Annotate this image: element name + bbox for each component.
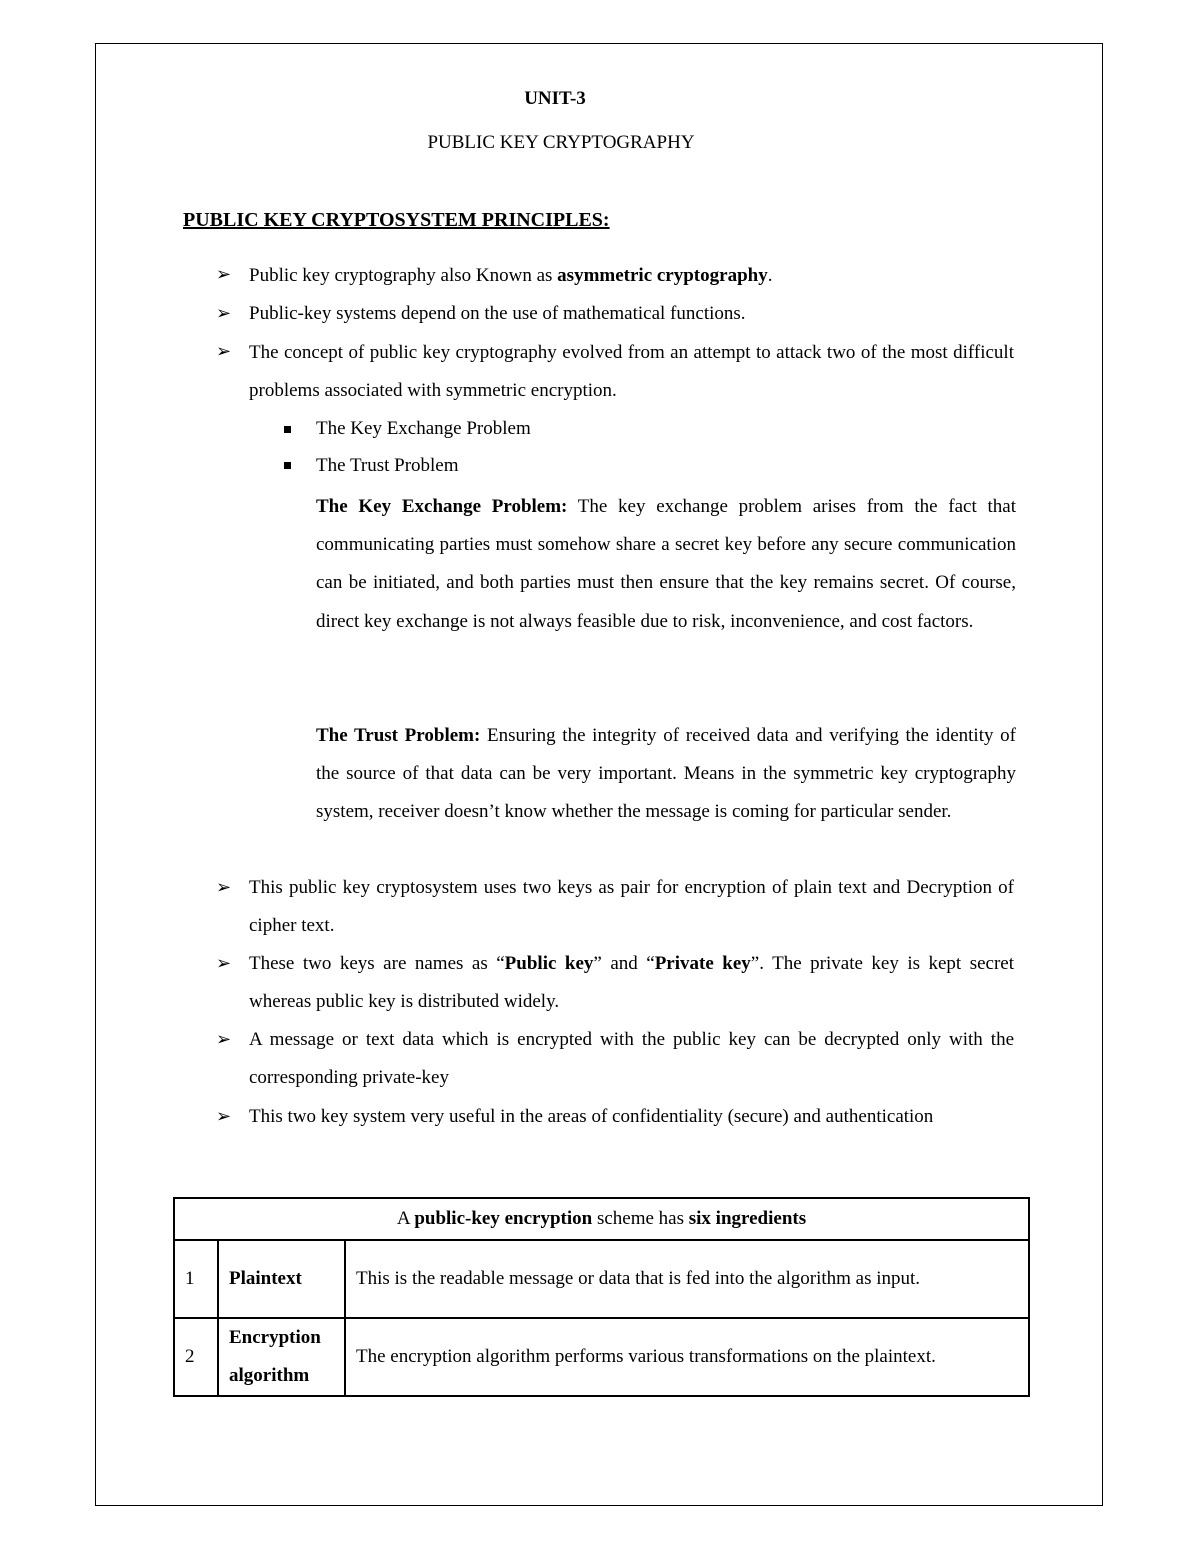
- bullet-key-names: [249, 945, 1014, 1021]
- arrow-bullet-icon: ➢: [216, 303, 232, 323]
- bullet-text: These two keys are names as “: [249, 953, 505, 974]
- bullet-two-keys: This public key cryptosystem uses two keys as pair for encryption of plain text and Decryption of cipher text.: [249, 877, 1014, 937]
- trust-text: Ensuring the integrity of received data and verifying the identity of the source of that data can be very important. Means in the symmetric key cryptography system, receiver doesn’t know whether the message is coming for particular sender.: [316, 725, 1016, 823]
- arrow-bullet-icon: ➢: [216, 877, 232, 897]
- bullet-concept: The concept of public key cryptography evolved from an attempt to attack two of the most difficult problems associated with symmetric encryption.: [249, 342, 1014, 402]
- trust-paragraph: [316, 717, 1016, 832]
- unit-title: UNIT-3: [524, 88, 586, 109]
- key-exchange-text: The key exchange problem arises from the fact that communicating parties must somehow share a secret key before any secure communication can be initiated, and both parties must then ensure that the key remains secret. Of course, direct key exchange is not always feasible due to risk, inconvenience, and cost factors.: [316, 496, 1016, 632]
- trust-label: The Trust Problem:: [316, 725, 481, 746]
- arrow-bullet-icon: ➢: [216, 341, 232, 361]
- row-number: 2: [174, 1318, 218, 1396]
- header-text: A: [396, 1208, 415, 1229]
- key-exchange-paragraph: [316, 488, 1016, 641]
- bold-term: Public key: [504, 953, 594, 974]
- sub-bullet-key-exchange: The Key Exchange Problem: [316, 418, 531, 439]
- section-heading: PUBLIC KEY CRYPTOSYSTEM PRINCIPLES:: [183, 209, 610, 231]
- bold-term: six ingredients: [688, 1208, 807, 1229]
- bold-term: public-key encryption: [414, 1208, 593, 1229]
- key-exchange-label: The Key Exchange Problem:: [316, 496, 568, 517]
- bold-term: asymmetric cryptography: [557, 265, 768, 286]
- square-bullet-icon: [284, 426, 291, 433]
- header-text: scheme has: [592, 1208, 689, 1229]
- bullet-uses: This two key system very useful in the areas of confidentiality (secure) and authentication: [249, 1106, 934, 1127]
- bullet-decryption: A message or text data which is encrypted with the public key can be decrypted only with the corresponding private-key: [249, 1029, 1014, 1089]
- arrow-bullet-icon: ➢: [216, 1106, 232, 1126]
- sub-bullet-trust: The Trust Problem: [316, 455, 459, 476]
- bullet-asymmetric: [249, 265, 772, 288]
- row-description: This is the readable message or data that is fed into the algorithm as input.: [345, 1240, 1029, 1318]
- ingredients-table: [173, 1197, 1030, 1397]
- table-header: [174, 1198, 1029, 1240]
- bullet-text: ”. The private key is kept secret whereas public key is distributed widely.: [249, 953, 1015, 1013]
- row-term: Plaintext: [218, 1240, 345, 1318]
- square-bullet-icon: [284, 462, 291, 469]
- row-term: Encryption algorithm: [218, 1318, 345, 1396]
- bullet-math-functions: Public-key systems depend on the use of mathematical functions.: [249, 303, 746, 324]
- row-number: 1: [174, 1240, 218, 1318]
- table-row: [174, 1240, 1029, 1318]
- document-title: PUBLIC KEY CRYPTOGRAPHY: [427, 132, 695, 153]
- bullet-text: .: [767, 265, 773, 286]
- bullet-text: Public key cryptography also Known as: [249, 265, 558, 286]
- arrow-bullet-icon: ➢: [216, 1029, 232, 1049]
- arrow-bullet-icon: ➢: [216, 264, 232, 284]
- bullet-text: ” and “: [593, 953, 655, 974]
- row-description: The encryption algorithm performs various transformations on the plaintext.: [345, 1318, 1029, 1396]
- arrow-bullet-icon: ➢: [216, 953, 232, 973]
- table-row: [174, 1318, 1029, 1396]
- bold-term: Private key: [654, 953, 751, 974]
